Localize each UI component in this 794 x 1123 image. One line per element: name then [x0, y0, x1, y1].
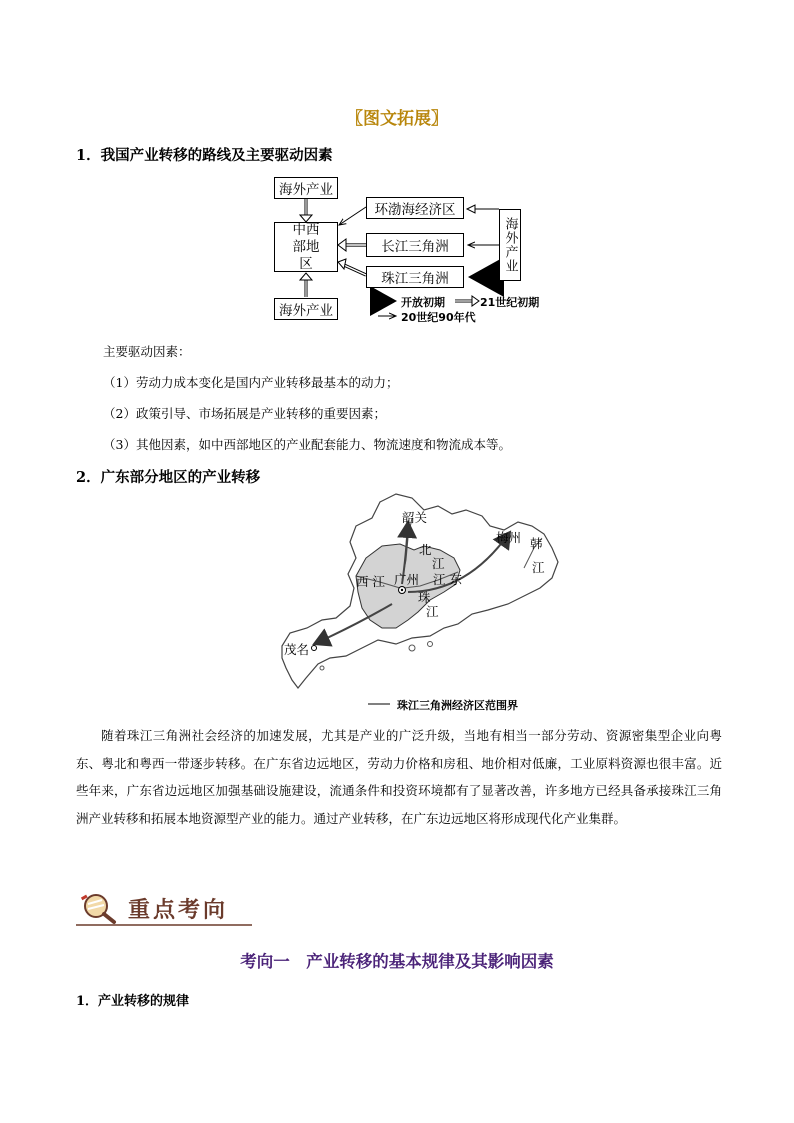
box-changjiang: 长江三角洲 [366, 233, 464, 257]
label-jiang-han: 江 [532, 560, 545, 575]
key-section-banner [76, 890, 252, 926]
label-zhu: 珠 [418, 590, 431, 605]
label-jiang-zhu: 江 [426, 604, 439, 619]
factor-3: （3）其他因素，如中西部地区的产业配套能力、物流速度和物流成本等。 [103, 437, 511, 452]
legend-open: 开放初期 [401, 296, 445, 309]
legend-21: 21世纪初期 [480, 296, 540, 309]
kaoxiang-title: 考向一 产业转移的基本规律及其影响因素 [240, 952, 554, 971]
label-han: 韩 [530, 536, 543, 551]
label-jiang-north: 江 [432, 556, 445, 571]
box-bohai: 环渤海经济区 [366, 197, 464, 219]
label-guangzhou: 广州 [394, 572, 420, 587]
box-overseas-bottom: 海外产业 [274, 298, 338, 320]
factor-1: （1）劳动力成本变化是国内产业转移最基本的动力； [103, 375, 399, 390]
map-legend: 珠江三角洲经济区范围界 [397, 699, 518, 712]
guangdong-map [262, 488, 572, 713]
label-dongjiang: 江 东 [433, 572, 462, 587]
section-title: 〖图文拓展〗 [346, 109, 448, 129]
central-west-label: 中西部地区 [292, 221, 320, 272]
box-overseas-top: 海外产业 [274, 177, 338, 199]
box-central-west [274, 222, 338, 272]
label-xijiang: 西 江 [356, 574, 385, 589]
guangdong-paragraph: 随着珠江三角洲社会经济的加速发展，尤其是产业的广泛升级，当地有相当一部分劳动、资源密集型企业向粤东、粤北和粤西一带逐步转移。在广东省边远地区，劳动力价格和房租、地价相对低廉，工业原料资源也很丰富。近些年来，广东省边远地区加强基础设施建设，流通条件和投资环境都有了显著改善，许多地方已经具备承接珠江三角洲产业转移和拓展本地资源型产业的能力。通过产业转移，在广东边远地区将形成现代化产业集群。 [76, 728, 722, 826]
box-zhujiang: 珠江三角洲 [366, 266, 464, 288]
island [409, 645, 415, 651]
heading-guangdong: 2．广东部分地区的产业转移 [76, 469, 261, 486]
label-bei: 北 [419, 542, 432, 557]
factors-label: 主要驱动因素： [103, 344, 191, 359]
label-maoming: 茂名 [284, 642, 310, 657]
arrow-bohai-central [339, 207, 366, 225]
transfer-route-diagram [270, 175, 560, 325]
heading-route-factors: 1．我国产业转移的路线及主要驱动因素 [76, 147, 333, 164]
legend-90: 20世纪90年代 [401, 311, 476, 324]
factor-2: （2）政策引导、市场拓展是产业转移的重要因素； [103, 406, 386, 421]
kaoxiang-sub1: 1．产业转移的规律 [76, 994, 190, 1009]
arrowhead-bottom-overseas [300, 273, 312, 280]
box-overseas-right: 海外产业 [499, 209, 521, 281]
label-meizhou: 梅州 [496, 530, 522, 545]
label-shaoguan: 韶关 [402, 510, 428, 525]
key-section-title: 重点考向 [128, 897, 229, 923]
